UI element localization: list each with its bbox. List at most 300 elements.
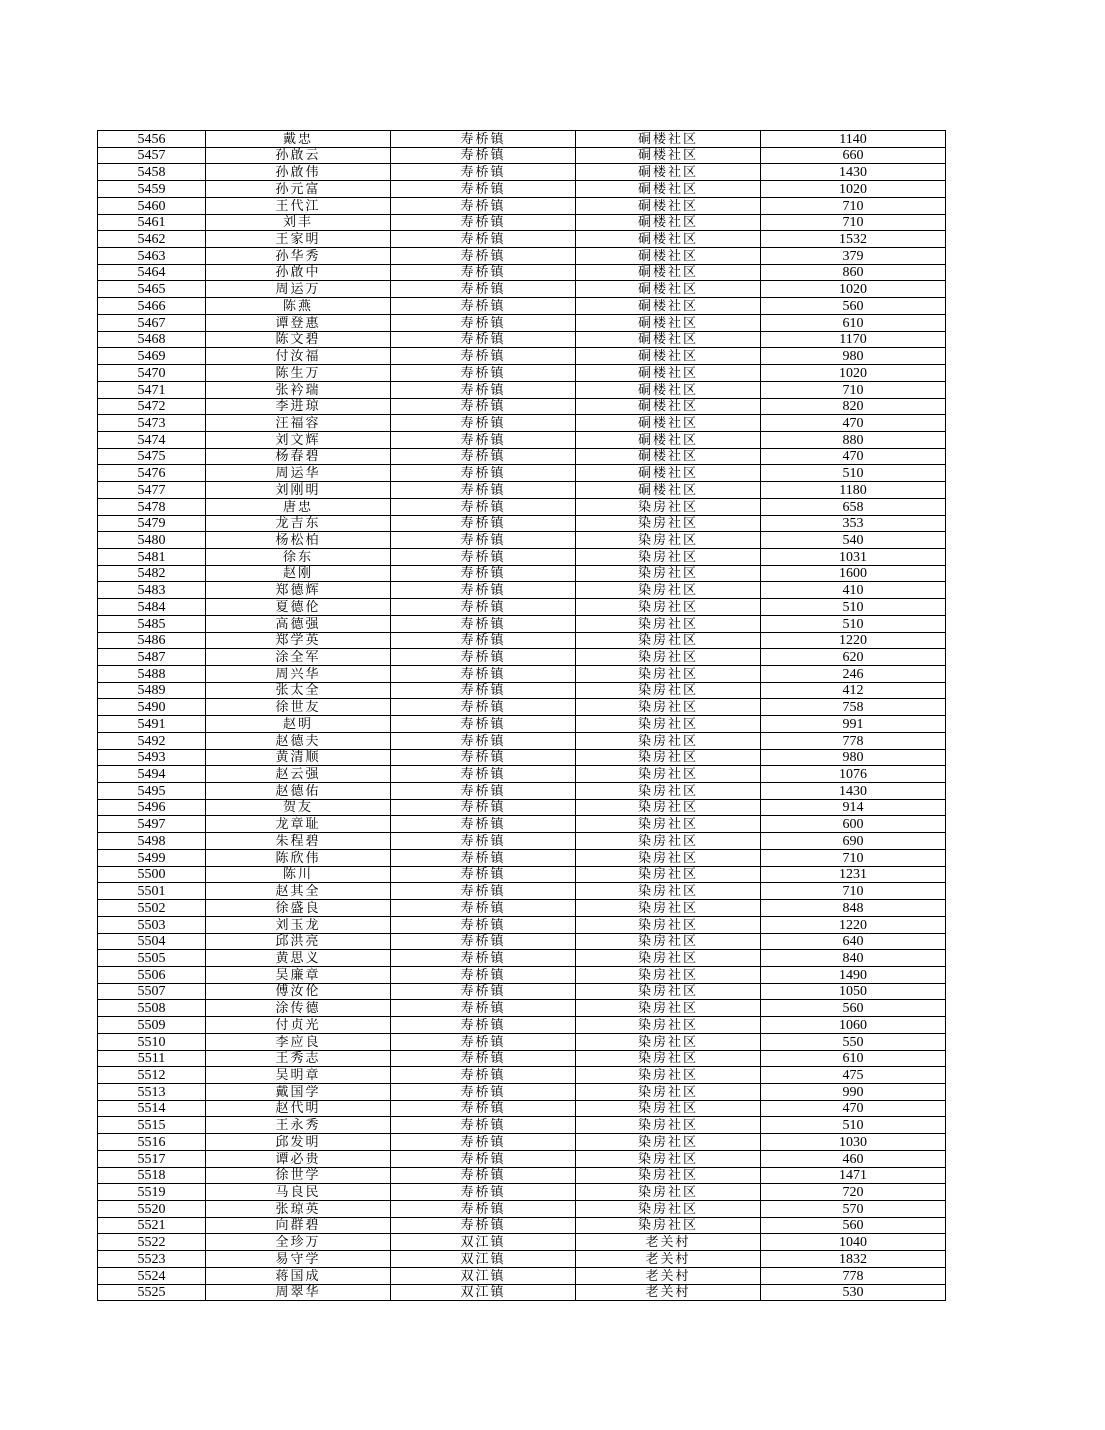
community-cell: 染房社区: [576, 515, 761, 532]
amount-cell: 710: [761, 883, 946, 900]
record-id-cell: 5510: [98, 1033, 206, 1050]
record-id-cell: 5465: [98, 281, 206, 298]
community-cell: 染房社区: [576, 732, 761, 749]
record-id-cell: 5457: [98, 147, 206, 164]
record-id-cell: 5467: [98, 314, 206, 331]
record-id-cell: 5523: [98, 1251, 206, 1268]
community-cell: 老关村: [576, 1267, 761, 1284]
amount-cell: 848: [761, 900, 946, 917]
name-cell: 涂全军: [206, 649, 391, 666]
name-cell: 刘丰: [206, 214, 391, 231]
community-cell: 硐楼社区: [576, 147, 761, 164]
record-id-cell: 5490: [98, 699, 206, 716]
amount-cell: 1170: [761, 331, 946, 348]
table-row: [98, 1067, 946, 1084]
community-cell: 硐楼社区: [576, 465, 761, 482]
community-cell: 染房社区: [576, 1050, 761, 1067]
record-id-cell: 5494: [98, 766, 206, 783]
record-id-cell: 5509: [98, 1017, 206, 1034]
town-cell: 寿桥镇: [391, 1217, 576, 1234]
community-cell: 染房社区: [576, 1150, 761, 1167]
amount-cell: 1020: [761, 281, 946, 298]
table-row: [98, 1000, 946, 1017]
town-cell: 寿桥镇: [391, 849, 576, 866]
community-cell: 染房社区: [576, 883, 761, 900]
table-row: [98, 716, 946, 733]
community-cell: 染房社区: [576, 749, 761, 766]
name-cell: 周运华: [206, 465, 391, 482]
record-id-cell: 5476: [98, 465, 206, 482]
table-row: [98, 214, 946, 231]
community-cell: 硐楼社区: [576, 281, 761, 298]
town-cell: 寿桥镇: [391, 749, 576, 766]
record-id-cell: 5461: [98, 214, 206, 231]
community-cell: 硐楼社区: [576, 298, 761, 315]
amount-cell: 710: [761, 381, 946, 398]
table-row: [98, 599, 946, 616]
community-cell: 染房社区: [576, 532, 761, 549]
town-cell: 寿桥镇: [391, 833, 576, 850]
amount-cell: 540: [761, 532, 946, 549]
amount-cell: 1490: [761, 966, 946, 983]
table-row: [98, 983, 946, 1000]
record-id-cell: 5468: [98, 331, 206, 348]
record-id-cell: 5516: [98, 1134, 206, 1151]
name-cell: 全珍万: [206, 1234, 391, 1251]
amount-cell: 510: [761, 1117, 946, 1134]
name-cell: 高德强: [206, 615, 391, 632]
amount-cell: 980: [761, 348, 946, 365]
record-id-cell: 5525: [98, 1284, 206, 1301]
table-row: [98, 1201, 946, 1218]
record-id-cell: 5499: [98, 849, 206, 866]
table-row: [98, 281, 946, 298]
table-row: [98, 515, 946, 532]
town-cell: 寿桥镇: [391, 1050, 576, 1067]
record-id-cell: 5479: [98, 515, 206, 532]
record-id-cell: 5471: [98, 381, 206, 398]
name-cell: 李应良: [206, 1033, 391, 1050]
amount-cell: 980: [761, 749, 946, 766]
town-cell: 寿桥镇: [391, 900, 576, 917]
name-cell: 郑学英: [206, 632, 391, 649]
record-id-cell: 5466: [98, 298, 206, 315]
town-cell: 寿桥镇: [391, 816, 576, 833]
amount-cell: 353: [761, 515, 946, 532]
table-row: [98, 298, 946, 315]
name-cell: 王家明: [206, 231, 391, 248]
record-id-cell: 5473: [98, 415, 206, 432]
name-cell: 王秀志: [206, 1050, 391, 1067]
town-cell: 寿桥镇: [391, 381, 576, 398]
table-row: [98, 314, 946, 331]
community-cell: 染房社区: [576, 799, 761, 816]
amount-cell: 660: [761, 147, 946, 164]
town-cell: 寿桥镇: [391, 231, 576, 248]
table-row: [98, 365, 946, 382]
amount-cell: 758: [761, 699, 946, 716]
table-row: [98, 883, 946, 900]
community-cell: 染房社区: [576, 1100, 761, 1117]
town-cell: 寿桥镇: [391, 248, 576, 265]
record-id-cell: 5460: [98, 197, 206, 214]
table-row: [98, 398, 946, 415]
amount-cell: 1532: [761, 231, 946, 248]
community-cell: 硐楼社区: [576, 248, 761, 265]
name-cell: 黄思义: [206, 950, 391, 967]
record-id-cell: 5474: [98, 431, 206, 448]
amount-cell: 1471: [761, 1167, 946, 1184]
record-id-cell: 5492: [98, 732, 206, 749]
community-cell: 硐楼社区: [576, 348, 761, 365]
table-row: [98, 1284, 946, 1301]
record-id-cell: 5464: [98, 264, 206, 281]
community-cell: 染房社区: [576, 632, 761, 649]
amount-cell: 1180: [761, 482, 946, 499]
record-id-cell: 5493: [98, 749, 206, 766]
table-row: [98, 1251, 946, 1268]
community-cell: 染房社区: [576, 933, 761, 950]
amount-cell: 460: [761, 1150, 946, 1167]
name-cell: 戴忠: [206, 131, 391, 148]
table-row: [98, 1117, 946, 1134]
table-row: [98, 415, 946, 432]
name-cell: 孙啟云: [206, 147, 391, 164]
community-cell: 硐楼社区: [576, 314, 761, 331]
table-row: [98, 699, 946, 716]
community-cell: 染房社区: [576, 1201, 761, 1218]
amount-cell: 610: [761, 1050, 946, 1067]
name-cell: 徐盛良: [206, 900, 391, 917]
town-cell: 寿桥镇: [391, 599, 576, 616]
name-cell: 马良民: [206, 1184, 391, 1201]
record-id-cell: 5458: [98, 164, 206, 181]
table-row: [98, 916, 946, 933]
amount-cell: 1050: [761, 983, 946, 1000]
table-row: [98, 248, 946, 265]
name-cell: 戴国学: [206, 1083, 391, 1100]
record-id-cell: 5462: [98, 231, 206, 248]
table-row: [98, 147, 946, 164]
community-cell: 硐楼社区: [576, 181, 761, 198]
amount-cell: 1600: [761, 565, 946, 582]
amount-cell: 560: [761, 1217, 946, 1234]
community-cell: 染房社区: [576, 582, 761, 599]
data-table: [97, 130, 946, 1301]
community-cell: 硐楼社区: [576, 214, 761, 231]
record-id-cell: 5498: [98, 833, 206, 850]
record-id-cell: 5522: [98, 1234, 206, 1251]
town-cell: 寿桥镇: [391, 431, 576, 448]
community-cell: 硐楼社区: [576, 398, 761, 415]
amount-cell: 379: [761, 248, 946, 265]
name-cell: 刘玉龙: [206, 916, 391, 933]
name-cell: 朱程碧: [206, 833, 391, 850]
name-cell: 陈燕: [206, 298, 391, 315]
table-row: [98, 833, 946, 850]
record-id-cell: 5500: [98, 866, 206, 883]
town-cell: 寿桥镇: [391, 131, 576, 148]
record-id-cell: 5512: [98, 1067, 206, 1084]
community-cell: 硐楼社区: [576, 231, 761, 248]
town-cell: 寿桥镇: [391, 415, 576, 432]
name-cell: 孙华秀: [206, 248, 391, 265]
town-cell: 寿桥镇: [391, 1167, 576, 1184]
amount-cell: 620: [761, 649, 946, 666]
name-cell: 孙啟伟: [206, 164, 391, 181]
town-cell: 寿桥镇: [391, 933, 576, 950]
record-id-cell: 5517: [98, 1150, 206, 1167]
name-cell: 付汝福: [206, 348, 391, 365]
name-cell: 赵其全: [206, 883, 391, 900]
community-cell: 染房社区: [576, 983, 761, 1000]
amount-cell: 690: [761, 833, 946, 850]
town-cell: 寿桥镇: [391, 348, 576, 365]
community-cell: 染房社区: [576, 866, 761, 883]
amount-cell: 710: [761, 197, 946, 214]
name-cell: 赵德夫: [206, 732, 391, 749]
amount-cell: 820: [761, 398, 946, 415]
table-row: [98, 732, 946, 749]
record-id-cell: 5463: [98, 248, 206, 265]
town-cell: 寿桥镇: [391, 1017, 576, 1034]
name-cell: 孙元富: [206, 181, 391, 198]
record-id-cell: 5459: [98, 181, 206, 198]
town-cell: 寿桥镇: [391, 649, 576, 666]
community-cell: 硐楼社区: [576, 164, 761, 181]
record-id-cell: 5508: [98, 1000, 206, 1017]
table-row: [98, 1217, 946, 1234]
name-cell: 周运万: [206, 281, 391, 298]
table-row: [98, 933, 946, 950]
community-cell: 染房社区: [576, 1067, 761, 1084]
name-cell: 易守学: [206, 1251, 391, 1268]
amount-cell: 880: [761, 431, 946, 448]
name-cell: 涂传德: [206, 1000, 391, 1017]
amount-cell: 658: [761, 498, 946, 515]
name-cell: 汪福容: [206, 415, 391, 432]
name-cell: 张太全: [206, 682, 391, 699]
community-cell: 染房社区: [576, 1217, 761, 1234]
amount-cell: 778: [761, 732, 946, 749]
town-cell: 寿桥镇: [391, 281, 576, 298]
table-row: [98, 749, 946, 766]
town-cell: 寿桥镇: [391, 783, 576, 800]
community-cell: 硐楼社区: [576, 381, 761, 398]
name-cell: 王代江: [206, 197, 391, 214]
record-id-cell: 5507: [98, 983, 206, 1000]
name-cell: 向群碧: [206, 1217, 391, 1234]
name-cell: 吴廉章: [206, 966, 391, 983]
name-cell: 张衿瑞: [206, 381, 391, 398]
record-id-cell: 5497: [98, 816, 206, 833]
town-cell: 寿桥镇: [391, 682, 576, 699]
name-cell: 唐忠: [206, 498, 391, 515]
record-id-cell: 5472: [98, 398, 206, 415]
name-cell: 赵代明: [206, 1100, 391, 1117]
amount-cell: 1020: [761, 365, 946, 382]
table-row: [98, 164, 946, 181]
community-cell: 染房社区: [576, 1033, 761, 1050]
town-cell: 寿桥镇: [391, 465, 576, 482]
community-cell: 染房社区: [576, 1083, 761, 1100]
amount-cell: 840: [761, 950, 946, 967]
table-row: [98, 966, 946, 983]
record-id-cell: 5489: [98, 682, 206, 699]
name-cell: 张琼英: [206, 1201, 391, 1218]
name-cell: 邱发明: [206, 1134, 391, 1151]
town-cell: 寿桥镇: [391, 565, 576, 582]
record-id-cell: 5495: [98, 783, 206, 800]
record-id-cell: 5483: [98, 582, 206, 599]
town-cell: 寿桥镇: [391, 197, 576, 214]
table-row: [98, 1050, 946, 1067]
amount-cell: 710: [761, 849, 946, 866]
amount-cell: 1220: [761, 916, 946, 933]
community-cell: 染房社区: [576, 699, 761, 716]
community-cell: 染房社区: [576, 1184, 761, 1201]
amount-cell: 610: [761, 314, 946, 331]
name-cell: 吴明章: [206, 1067, 391, 1084]
table-row: [98, 1100, 946, 1117]
amount-cell: 1140: [761, 131, 946, 148]
amount-cell: 570: [761, 1201, 946, 1218]
table-row: [98, 348, 946, 365]
table-row: [98, 783, 946, 800]
name-cell: 杨松柏: [206, 532, 391, 549]
town-cell: 寿桥镇: [391, 448, 576, 465]
record-id-cell: 5502: [98, 900, 206, 917]
table-row: [98, 682, 946, 699]
table-row: [98, 482, 946, 499]
table-row: [98, 381, 946, 398]
community-cell: 硐楼社区: [576, 431, 761, 448]
table-row: [98, 498, 946, 515]
town-cell: 寿桥镇: [391, 532, 576, 549]
record-id-cell: 5475: [98, 448, 206, 465]
community-cell: 硐楼社区: [576, 365, 761, 382]
amount-cell: 1040: [761, 1234, 946, 1251]
table-row: [98, 799, 946, 816]
town-cell: 寿桥镇: [391, 966, 576, 983]
name-cell: 谭登惠: [206, 314, 391, 331]
name-cell: 徐世学: [206, 1167, 391, 1184]
town-cell: 寿桥镇: [391, 799, 576, 816]
community-cell: 硐楼社区: [576, 197, 761, 214]
table-row: [98, 565, 946, 582]
record-id-cell: 5519: [98, 1184, 206, 1201]
record-id-cell: 5513: [98, 1083, 206, 1100]
town-cell: 寿桥镇: [391, 164, 576, 181]
table-row: [98, 849, 946, 866]
table-body: [98, 131, 946, 1301]
table-row: [98, 582, 946, 599]
amount-cell: 860: [761, 264, 946, 281]
table-row: [98, 766, 946, 783]
community-cell: 染房社区: [576, 716, 761, 733]
community-cell: 染房社区: [576, 498, 761, 515]
name-cell: 龙章耻: [206, 816, 391, 833]
name-cell: 李进琼: [206, 398, 391, 415]
amount-cell: 1430: [761, 783, 946, 800]
amount-cell: 1076: [761, 766, 946, 783]
amount-cell: 1430: [761, 164, 946, 181]
amount-cell: 1020: [761, 181, 946, 198]
town-cell: 寿桥镇: [391, 1067, 576, 1084]
amount-cell: 640: [761, 933, 946, 950]
town-cell: 双江镇: [391, 1267, 576, 1284]
town-cell: 寿桥镇: [391, 766, 576, 783]
town-cell: 寿桥镇: [391, 582, 576, 599]
table-row: [98, 264, 946, 281]
town-cell: 寿桥镇: [391, 1083, 576, 1100]
community-cell: 染房社区: [576, 833, 761, 850]
community-cell: 老关村: [576, 1284, 761, 1301]
town-cell: 寿桥镇: [391, 1134, 576, 1151]
record-id-cell: 5482: [98, 565, 206, 582]
town-cell: 寿桥镇: [391, 950, 576, 967]
record-id-cell: 5520: [98, 1201, 206, 1218]
name-cell: 傅汝伦: [206, 983, 391, 1000]
record-id-cell: 5488: [98, 666, 206, 683]
name-cell: 赵刚: [206, 565, 391, 582]
community-cell: 染房社区: [576, 766, 761, 783]
name-cell: 赵德佑: [206, 783, 391, 800]
table-row: [98, 532, 946, 549]
community-cell: 染房社区: [576, 816, 761, 833]
table-row: [98, 649, 946, 666]
amount-cell: 1220: [761, 632, 946, 649]
town-cell: 寿桥镇: [391, 1000, 576, 1017]
community-cell: 染房社区: [576, 849, 761, 866]
record-id-cell: 5487: [98, 649, 206, 666]
name-cell: 王永秀: [206, 1117, 391, 1134]
amount-cell: 1031: [761, 548, 946, 565]
town-cell: 寿桥镇: [391, 1100, 576, 1117]
amount-cell: 510: [761, 465, 946, 482]
amount-cell: 560: [761, 298, 946, 315]
community-cell: 染房社区: [576, 548, 761, 565]
table-row: [98, 1184, 946, 1201]
amount-cell: 550: [761, 1033, 946, 1050]
town-cell: 寿桥镇: [391, 732, 576, 749]
table-row: [98, 1267, 946, 1284]
record-id-cell: 5484: [98, 599, 206, 616]
community-cell: 老关村: [576, 1251, 761, 1268]
town-cell: 寿桥镇: [391, 365, 576, 382]
table-row: [98, 465, 946, 482]
record-id-cell: 5481: [98, 548, 206, 565]
community-cell: 染房社区: [576, 783, 761, 800]
amount-cell: 1832: [761, 1251, 946, 1268]
community-cell: 硐楼社区: [576, 331, 761, 348]
community-cell: 染房社区: [576, 1134, 761, 1151]
table-row: [98, 632, 946, 649]
community-cell: 染房社区: [576, 1017, 761, 1034]
town-cell: 寿桥镇: [391, 1184, 576, 1201]
amount-cell: 710: [761, 214, 946, 231]
town-cell: 双江镇: [391, 1234, 576, 1251]
table-row: [98, 131, 946, 148]
town-cell: 寿桥镇: [391, 147, 576, 164]
record-id-cell: 5477: [98, 482, 206, 499]
town-cell: 寿桥镇: [391, 264, 576, 281]
amount-cell: 470: [761, 415, 946, 432]
town-cell: 寿桥镇: [391, 1033, 576, 1050]
record-id-cell: 5491: [98, 716, 206, 733]
town-cell: 寿桥镇: [391, 883, 576, 900]
name-cell: 龙吉东: [206, 515, 391, 532]
